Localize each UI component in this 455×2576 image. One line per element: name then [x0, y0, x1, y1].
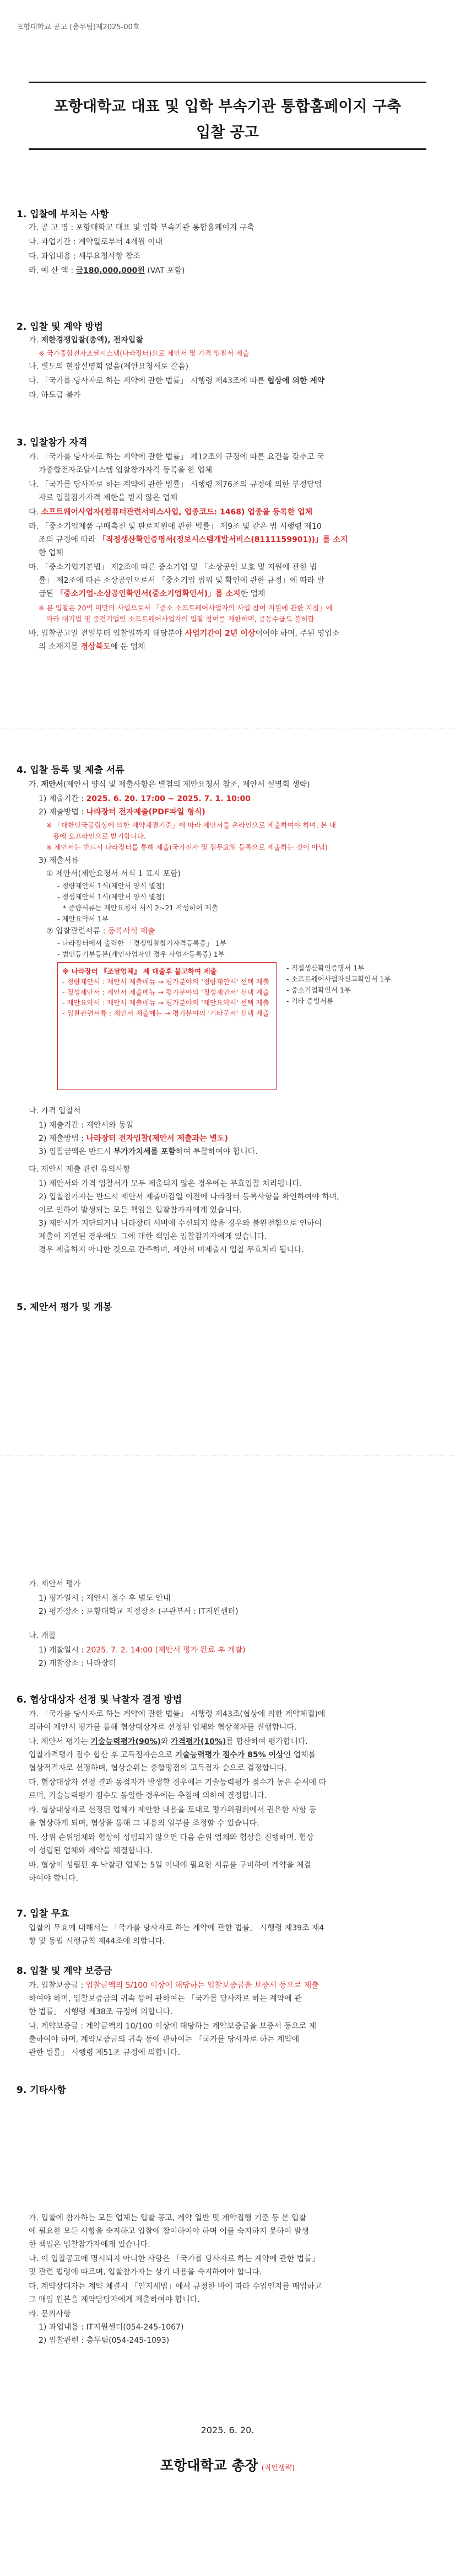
s4-n3-suffix: 하여 투찰하여야 합니다. — [176, 1147, 258, 1156]
s8-line: 출하여야 하며, 계약보증금의 귀속 등에 관하여는 「국가를 당사자로 하는 계약에 — [29, 2035, 300, 2044]
s5-ga: 가. 제안서 평가 — [29, 1580, 81, 1588]
s4-da3c: 경우 제출하지 아니한 것으로 간주하며, 제안서 미제출시 입찰 무효처리 됩니다. — [39, 1246, 304, 1254]
s6-l3-b1: 기술능력평가(90%) — [90, 1737, 161, 1746]
s1-budget — [29, 265, 185, 277]
s3-da-prefix: 다. — [29, 508, 41, 517]
s8-line: 나. 계약보증금 : 계약금액의 10/100 이상에 해당하는 계약보증금을 보증서 등으로 제 — [29, 2022, 317, 2031]
s4-n1: 1) 제출기간 : 제안서와 동일 — [39, 1121, 134, 1130]
s3-ma-3 — [39, 588, 266, 600]
s3-ma-3-prefix: 급된 — [39, 589, 56, 598]
s6-l4-prefix: 입찰가격평가 점수 합산 후 고득점자순으로 — [29, 1751, 175, 1759]
s6-line: 이 성립된 업체와 계약을 체결합니다. — [29, 1847, 153, 1855]
s4-ga-rest: (제안서 양식 및 제출사항은 별첨의 제안요청서 참조, 제안서 설명회 생략) — [63, 780, 310, 789]
s4-da2a: 2) 입찰참가자는 반드시 제안서 제출마감일 이전에 나라장터 등록사항을 확인하여야 하며, — [39, 1193, 339, 1201]
s3-ga-2: 가종합전자조달시스템 입찰참가자격 등록을 한 업체 — [39, 466, 213, 475]
s3-ra-2-red: 「직접생산확인증명서(정보시스템개발서비스(8111159901))」를 소지 — [98, 535, 348, 544]
s4-da2b: 이로 인하여 발생되는 모든 책임은 입찰참가자에게 있습니다. — [39, 1206, 242, 1215]
s3-ba-2-red: 경상북도 — [80, 642, 111, 651]
stamp-note: (직인생략) — [261, 2464, 295, 2472]
s5-g1: 1) 평가일시 : 제안서 접수 후 별도 안내 — [39, 1594, 171, 1603]
s4-c2c: - 직접생산확인증명서 1부 — [286, 964, 365, 972]
s6-line: 바. 협상이 성립된 후 낙찰된 업체는 5일 이내에 필요한 서류를 구비하여 계약을 체결 — [29, 1861, 312, 1870]
s4-ga-bold: 제안서 — [41, 780, 64, 789]
s3-ba-1-red: 사업기간이 2년 이상 — [185, 629, 256, 638]
s3-note-1: ※ 본 입찰은 20억 미만의 사업으로서 「중소 소프트웨어사업자의 사업 참여 지원에 관한 지침」에 — [39, 604, 333, 612]
s3-ra-1: 라. 「중소기업제품 구매촉진 및 판로지원에 관한 법률」 제9조 및 같은 법 시행령 제10 — [29, 522, 322, 531]
s4-d3: 3) 제출서류 — [39, 856, 79, 865]
s4-d1-red: 2025. 6. 20. 17:00 ~ 2025. 7. 1. 10:00 — [86, 795, 251, 803]
section-9-heading: 9. 기타사항 — [17, 2085, 66, 2096]
s2-a-text: 제한경쟁입찰(총액), 전자입찰 — [41, 336, 143, 345]
s4-c2-red: 등록서식 제출 — [107, 927, 155, 936]
s4-c2 — [46, 925, 155, 937]
s4-c2a: - 나라장터에서 출력한 「경쟁입찰참가자격등록증」 1부 — [57, 939, 226, 947]
s6-l3-suffix: 를 합산하여 평가합니다. — [226, 1737, 308, 1746]
s2-c-prefix: 다. 「국가를 당사자로 하는 계약에 관한 법률」 시행령 제43조에 따른 — [29, 377, 267, 385]
s4-d2-red: 나라장터 전자제출(PDF파일 형식) — [86, 808, 205, 817]
s7-line: 입찰의 무효에 대해서는 「국가를 당사자로 하는 계약에 관한 법률」 시행령 제39조 제4 — [29, 1924, 324, 1933]
s6-line: 을 협상하게 되며, 협상을 통해 그 내용의 일부를 조정할 수 있습니다. — [29, 1819, 259, 1828]
signer-name: 포항대학교 총장 — [160, 2457, 258, 2473]
s4-n2-red: 나라장터 전자입찰(제안서 제출과는 별도) — [86, 1134, 228, 1143]
s4-c2f: - 기타 증빙서류 — [286, 997, 333, 1005]
s3-ma-1: 마. 「중소기업기본법」 제2조에 따른 중소기업 및 「소상공인 보호 및 지원에 관한 법 — [29, 563, 317, 572]
s4-d2-note-1: ※ 「대한민국공립상에 의한 계약체결기준」에 따라 제안서를 온라인으로 제출하여야 하며, 본 내 — [46, 821, 336, 829]
section-6-heading: 6. 협상대상자 선정 및 낙찰자 결정 방법 — [17, 1694, 182, 1705]
s4-n2-prefix: 2) 제출방법 : — [39, 1134, 86, 1143]
s8-ga-red: 입찰금액의 5/100 이상에 해당하는 입찰보증금을 보증서 등으로 제출 — [85, 1981, 319, 1990]
s6-l3-prefix: 나. 제안서 평가는 — [29, 1737, 91, 1746]
s1-item: 다. 과업내용 : 세부요청사항 참조 — [29, 252, 140, 261]
s8-ga-prefix: 가. 입찰보증금 : — [29, 1981, 86, 1990]
s6-line: 마. 상위 순위업체와 협상이 성립되지 않으면 다음 순위 업체와 협상을 진행하며, 협상 — [29, 1833, 314, 1842]
section-1-heading: 1. 입찰에 부치는 사항 — [17, 209, 109, 220]
s2-b: 나. 별도의 현장설명회 없음(제안요청서로 갈음) — [29, 362, 189, 371]
s6-l4-suffix: 인 업체를 — [283, 1751, 316, 1759]
section-3-heading: 3. 입찰참가 자격 — [17, 437, 88, 448]
s9-contact: 1) 과업내용 : IT지원센터(054-245-1067) — [39, 2323, 184, 2332]
s6-l3-b2: 가격평가(10%) — [170, 1737, 226, 1746]
section-2-heading: 2. 입찰 및 계약 방법 — [17, 321, 103, 332]
s8-line: 하여야 하며, 입찰보증금의 귀속 등에 관하여는 「국가를 당사자로 하는 계약에 관 — [29, 1994, 302, 2003]
s3-ba-2-suffix: 에 둔 업체 — [110, 642, 145, 651]
s3-ra-3: 한 업체 — [39, 549, 64, 557]
s5-n1-prefix: 1) 개찰일시 : — [39, 1646, 86, 1655]
s6-line: 가. 「국가를 당사자로 하는 계약에 관한 법률」 시행령 제43조(협상에 의한 계약체결)에 — [29, 1710, 326, 1719]
s5-n2: 2) 개찰장소 : 나라장터 — [39, 1659, 116, 1668]
s3-note-2: 따라 대기업 및 중견기업인 소프트웨어사업자의 입찰 참여를 제한하며, 공동수급도 불허함 — [46, 615, 315, 623]
section-4-heading: 4. 입찰 등록 및 제출 서류 — [17, 765, 124, 776]
s4-d2-note-2: 용에 오프라인으로 받기합니다. — [53, 832, 146, 840]
s2-a-label: 가. — [29, 336, 41, 345]
s3-ma-3-suffix: 한 업체 — [240, 589, 266, 598]
s3-ba-2-prefix: 의 소재지를 — [39, 642, 81, 651]
s9-line: 및 관련 법령에 따르며, 입찰참가자는 상기 내용을 숙지하여야 합니다. — [29, 2268, 262, 2277]
box-line: - 입찰관련서류 : 제안서 제출메뉴 → 평가분야의 '기타문서' 선택 제출 — [62, 1009, 269, 1017]
s3-ba-1 — [29, 627, 339, 640]
s4-d1 — [39, 793, 251, 805]
s4-da-heading: 다. 제안서 제출 관련 유의사항 — [29, 1165, 131, 1174]
s3-na-1: 나. 「국가를 당사자로 하는 계약에 관한 법률」 시행령 제76조의 규정에 의한 부정당업 — [29, 480, 322, 489]
s3-da-red: 소프트웨어사업자(컴퓨터관련서비스사업, 업종코드: 1468) 업종을 등록한 업체 — [41, 508, 313, 517]
s4-ga — [29, 779, 310, 791]
section-8-heading: 8. 입찰 및 계약 보증금 — [17, 1966, 112, 1977]
s2-c — [29, 375, 324, 387]
section-7-heading: 7. 입찰 무효 — [17, 1908, 69, 1919]
s8-line: 관한 법률」 시행령 제51조 규정에 의합니다. — [29, 2048, 180, 2057]
budget-suffix: (VAT 포함) — [144, 266, 185, 275]
s1-item: 가. 공 고 명 : 포항대학교 대표 및 입학 부속기관 통합홈페이지 구축 — [29, 223, 254, 232]
s5-na: 나. 개찰 — [29, 1632, 56, 1640]
s3-ra-2 — [39, 534, 348, 546]
s4-n3 — [39, 1146, 258, 1158]
s3-ma-3-red: 「중소기업·소상공인확인서(중소기업확인서)」를 소지 — [56, 589, 241, 598]
s6-line: 다. 협상대상자 선정 결과 동점자가 발생할 경우에는 기술능력평가 점수가 높은 순서에 따 — [29, 1778, 327, 1787]
s9-line: 그 매입 원본을 계약담당자에게 제출하여야 합니다. — [29, 2295, 200, 2304]
s9-line: 다. 계약상대자는 계약 체결시 「인지세법」에서 규정한 바에 따라 수입인지를 매입하고 — [29, 2282, 322, 2291]
budget-value: 금180,000,000원 — [75, 266, 145, 275]
s3-da — [29, 506, 312, 518]
s4-c1c: * 중량서류는 제안요청서 서식 2~21 작성하여 제출 — [63, 904, 218, 912]
title-line-2: 입찰 공고 — [196, 124, 259, 141]
s4-d2 — [39, 806, 205, 818]
s6-line: 하여야 합니다. — [29, 1874, 79, 1883]
s9-line: 에 필요한 모든 사항을 숙지하고 입찰에 참여하여야 하며 이를 숙지하지 못하여 발생 — [29, 2227, 309, 2236]
s4-da3a: 3) 제안서가 지단되거나 나라장터 서버에 수신되지 않을 경우와 불완전함으로 인하여 — [39, 1219, 322, 1228]
s3-na-2: 자로 입찰참가자격 제한을 받지 않은 업체 — [39, 493, 178, 502]
s4-da3b: 제출이 지연된 경우에도 그에 대한 책임은 입찰참가자에게 있습니다. — [39, 1232, 267, 1241]
box-line: - 정량제안서 : 제안서 제출메뉴 → 평가분야의 '정량제안서' 선택 제출 — [62, 978, 269, 986]
s4-c2d: - 소프트웨어사업자신고확인서 1부 — [286, 975, 391, 983]
s4-c2b: - 법인등기부등본(개인사업자인 경우 사업자등록증) 1부 — [57, 950, 225, 958]
s2-a — [29, 334, 143, 346]
s4-c1a: - 정량제안서 1식(제안서 양식 별첨) — [57, 882, 165, 890]
s4-c1d: - 제안요약서 1부 — [57, 915, 109, 923]
s4-c2-prefix: ② 입찰관련서류 : — [46, 927, 108, 936]
s2-a-note: ※ 국가종합전자조달시스템(나라장터)으로 제안서 및 가격 입찰서 제출 — [39, 349, 250, 357]
box-title: ※ 나라장터 『조달업체』 제 대출후 불고하여 제출 — [62, 967, 217, 975]
box-line: - 제안요약서 : 제안서 제출메뉴 → 평가분야의 '제안요약서' 선택 제출 — [62, 999, 269, 1007]
s7-line: 항 및 동법 시행규칙 제44조에 의합니다. — [29, 1937, 165, 1946]
s2-d: 라. 하도급 불가 — [29, 391, 81, 400]
box-line: - 정성제안서 : 제안서 제출메뉴 → 평가분야의 '정성제안서' 선택 제출 — [62, 988, 269, 996]
s6-line — [29, 1736, 308, 1748]
title-box — [29, 82, 426, 150]
s6-line — [29, 1749, 316, 1761]
s9-contact: 2) 입찰관련 : 총무팀(054-245-1093) — [39, 2336, 170, 2345]
s9-line: 가. 입찰에 참가하는 모든 업체는 입찰 공고, 계약 일반 및 계약집행 기준 등 본 입찰 — [29, 2214, 306, 2223]
submission-guide-box — [57, 962, 277, 1090]
s6-line: 라. 협상대상자로 선정된 업체가 제안한 내용을 토대로 평가위원회에서 권유한 사항 등 — [29, 1806, 317, 1815]
s6-l3-mid: 와 — [160, 1737, 171, 1746]
s3-ga-1: 가. 「국가를 당사자로 하는 계약에 관한 법률」 제12조의 규정에 따른 요건을 갖추고 국 — [29, 453, 324, 461]
s4-d2-note-3: ※ 제안서는 반드시 나라장터를 통해 제출(국가전자 및 접무요일 등록으로 제출하는 것이 아님) — [46, 843, 328, 851]
s3-ba-1-prefix: 바. 입찰공고일 전일부터 입찰일까지 해당분야 — [29, 629, 185, 638]
s5-g2: 2) 평가장소 : 포항대학교 지정장소 (구관부서 : IT지원센터) — [39, 1607, 239, 1616]
s4-n3-prefix: 3) 입찰금액은 반드시 — [39, 1147, 113, 1156]
s4-d1-prefix: 1) 제출기간 : — [39, 795, 86, 803]
notice-number: 포항대학교 공고 (총무팀)제2025-00호 — [17, 23, 140, 31]
budget-label: 라. 예 산 액 : — [29, 266, 76, 275]
s4-ga-prefix: 가. — [29, 780, 41, 789]
s3-ba-1-suffix: 이어야 하며, 주된 영업소 — [255, 629, 340, 638]
signer — [0, 2455, 455, 2475]
s5-n1-red: 2025. 7. 2. 14:00 (제안서 평가 완료 후 개찰) — [86, 1646, 246, 1655]
s9-line: 한 책임은 입찰참가자에게 있습니다. — [29, 2240, 150, 2249]
s6-line: 의하여 제안서 평가를 통해 협상대상자로 선정된 업체와 협상절차를 진행합니다. — [29, 1723, 297, 1732]
s1-item: 나. 과업기간 : 계약일로부터 4개월 이내 — [29, 238, 163, 246]
s6-line: 르며, 기술능력평가 점수도 동일한 경우에는 추첨에 의하여 결정합니다. — [29, 1791, 267, 1800]
s6-line: 협상적격자로 선정하며, 협상순위는 종합평점의 고득점자 순으로 결정합니다. — [29, 1764, 287, 1773]
s5-n1 — [39, 1644, 245, 1656]
s8-ga — [29, 1979, 319, 1992]
s4-na-heading: 나. 가격 입찰서 — [29, 1107, 81, 1115]
s2-c-bold: 협상에 의한 계약 — [267, 377, 325, 385]
s4-c1b: - 정성제안서 1식(제안서 양식 별첨) — [57, 893, 165, 901]
s9-line: 나. 이 입찰공고에 명시되지 아니한 사항은 「국가를 당사자로 하는 계약에 관한 법률」 — [29, 2255, 319, 2263]
s6-l4-b: 기술능력평가 점수가 85% 이상 — [175, 1751, 284, 1759]
s3-ba-2 — [39, 641, 145, 653]
s3-ra-2-prefix: 조의 규정에 따라 — [39, 535, 99, 544]
s4-d2-prefix: 2) 제출방법 : — [39, 808, 86, 817]
section-5-heading: 5. 제안서 평가 및 개봉 — [17, 1302, 112, 1313]
s3-ma-2: 률」 제2조에 따른 소상공인으로서 「중소기업 범위 및 확인에 관한 규정」에 따라 발 — [39, 576, 325, 585]
s9-line: 라. 문의사항 — [29, 2310, 71, 2319]
notice-date: 2025. 6. 20. — [201, 2425, 254, 2435]
title-line-1: 포항대학교 대표 및 입학 부속기관 통합홈페이지 구축 — [53, 98, 402, 115]
s4-n2 — [39, 1133, 228, 1145]
s4-n3-bold: 부가가치세를 포함 — [113, 1147, 176, 1156]
s4-c2e: - 중소기업확인서 1부 — [286, 986, 351, 994]
s4-da1: 1) 제안서와 가격 입찰서가 모두 제출되지 않은 경우에는 무효입찰 처리됩니다. — [39, 1179, 302, 1188]
s4-c1: ① 제안서(제안요청서 서식 1 표지 포함) — [46, 870, 181, 878]
s8-line: 한 법률」 시행령 제38조 규정에 의합니다. — [29, 2008, 173, 2016]
